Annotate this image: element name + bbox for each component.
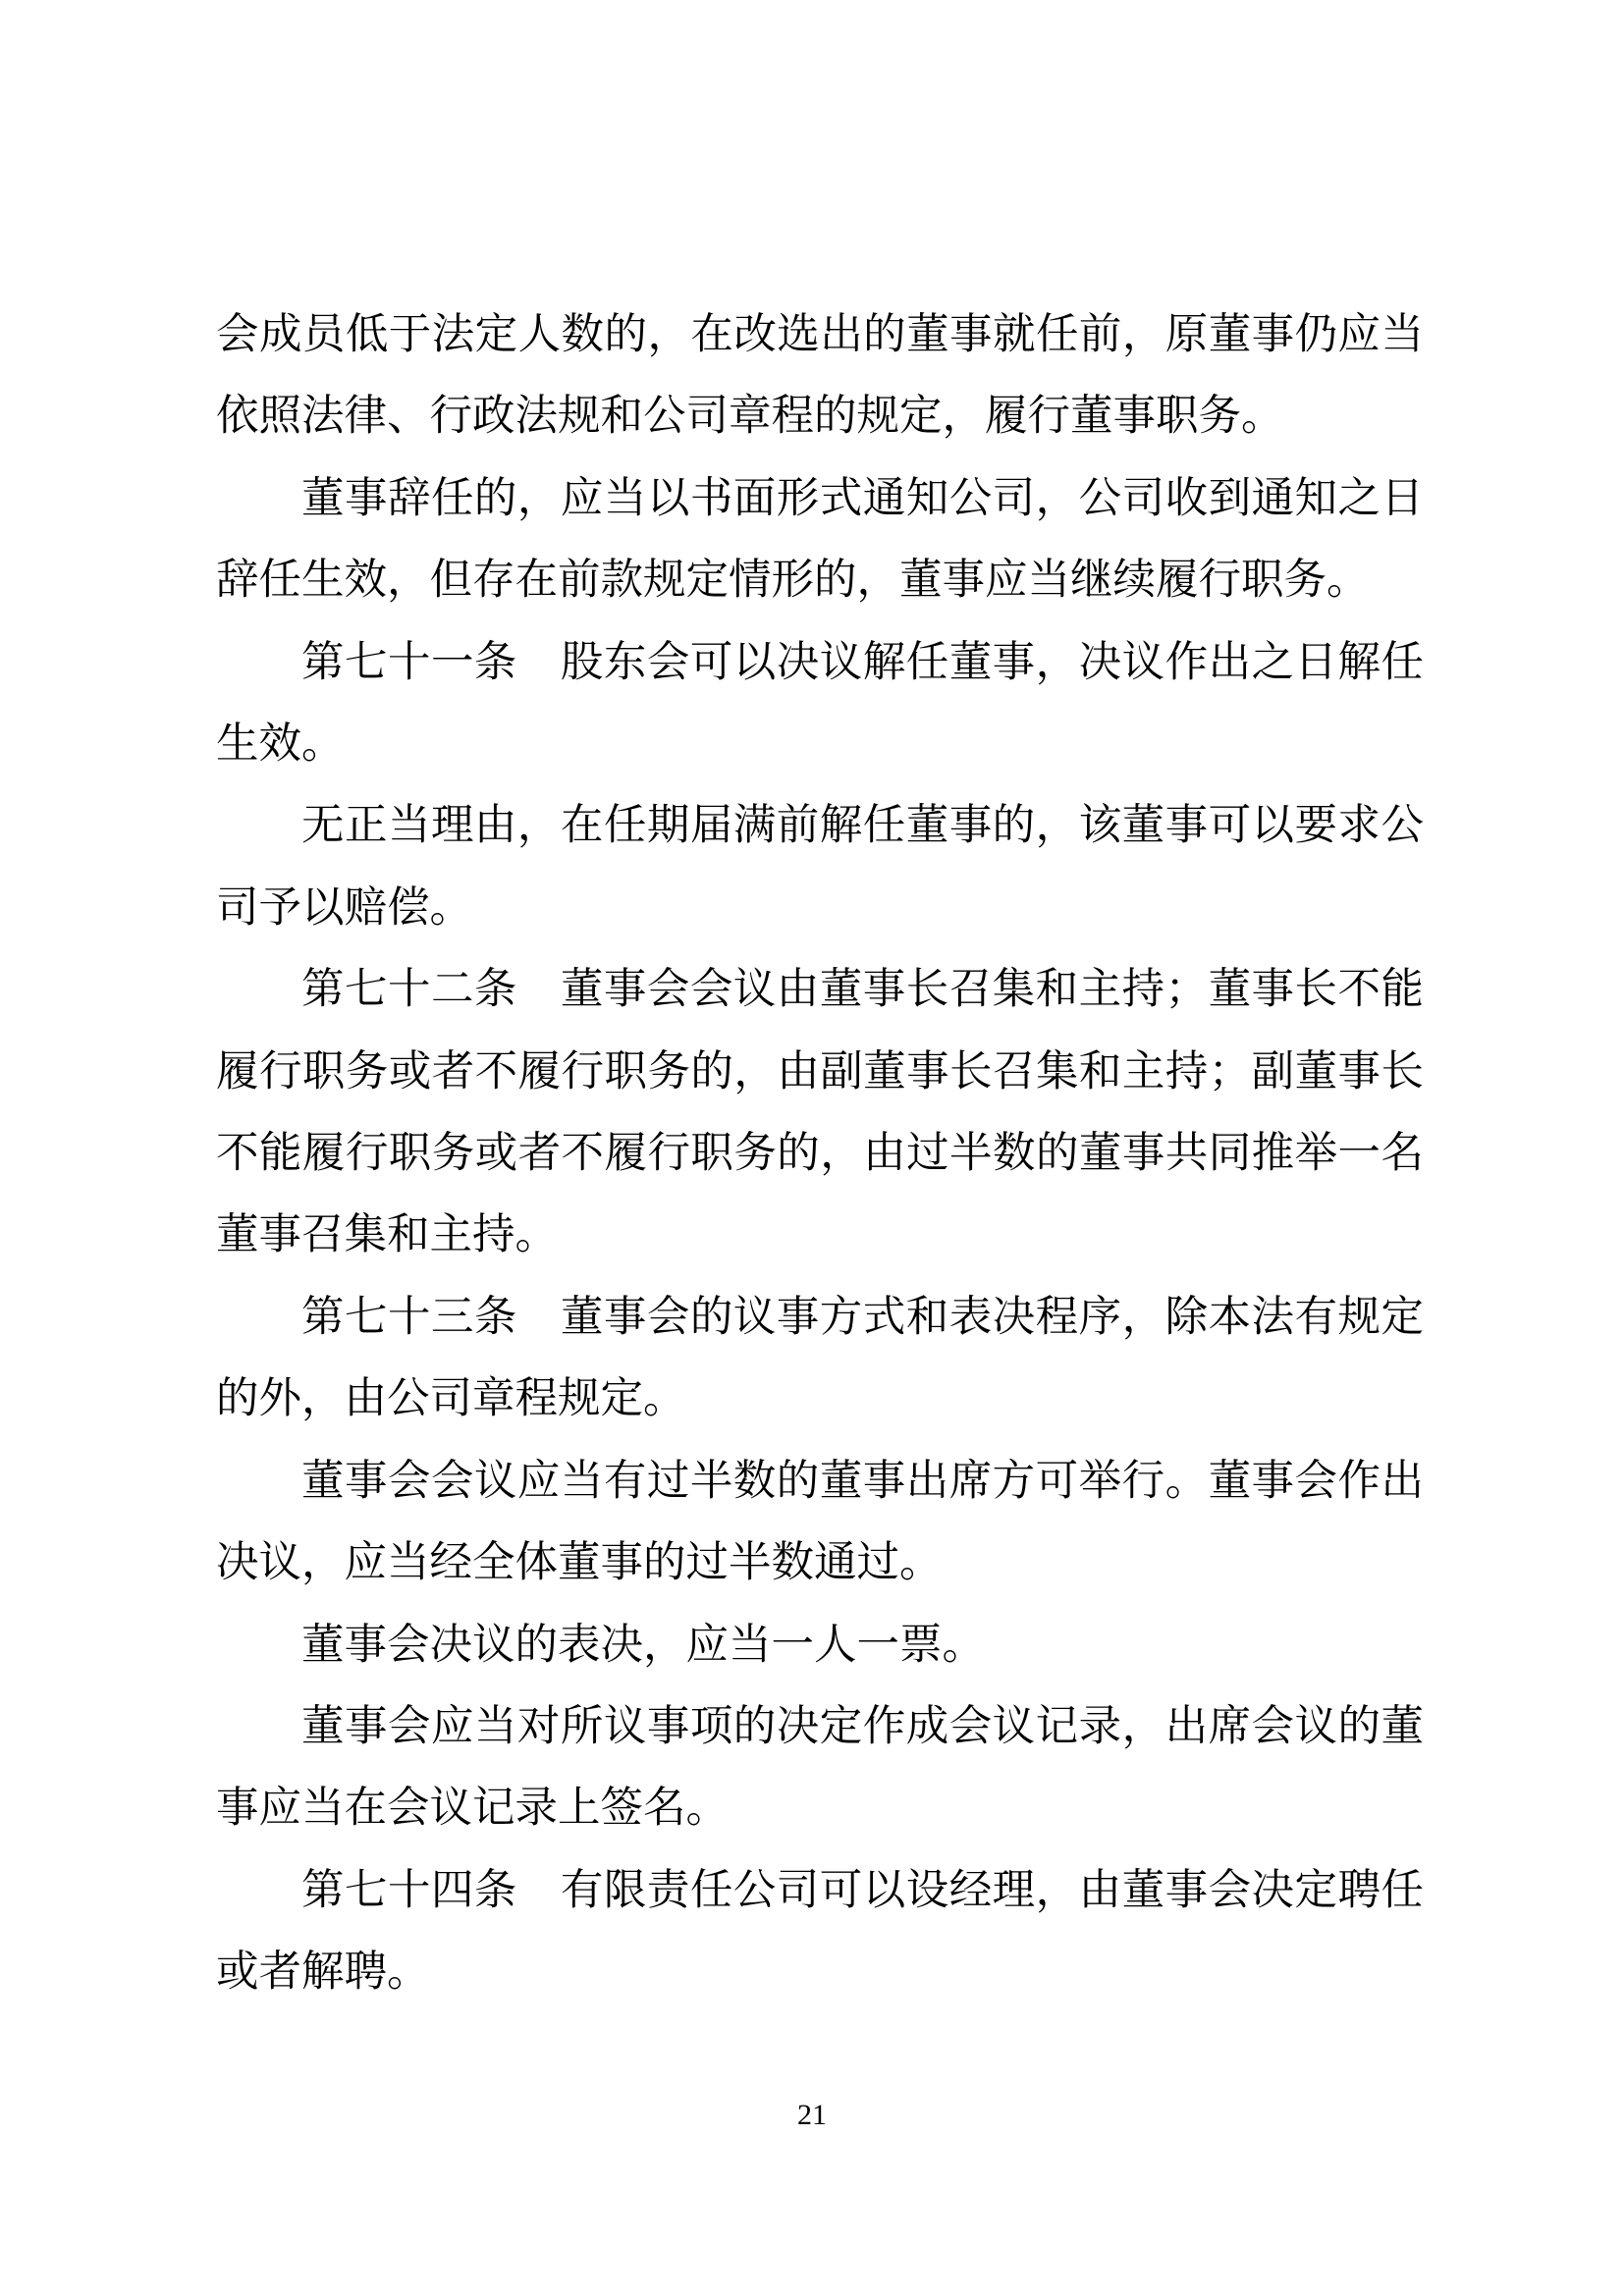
- paragraph: 第七十四条 有限责任公司可以设经理，由董事会决定聘任或者解聘。: [216, 1866, 1424, 1997]
- paragraph: 会成员低于法定人数的，在改选出的董事就任前，原董事仍应当依照法律、行政法规和公司章程的规定，履行董事职务。: [216, 311, 1424, 441]
- paragraph: 第七十二条 董事会会议由董事长召集和主持；董事长不能履行职务或者不履行职务的，由副董事长召集和主持；副董事长不能履行职务或者不履行职务的，由过半数的董事共同推举一名董事召集和主持。: [216, 966, 1424, 1259]
- paragraph: 无正当理由，在任期届满前解任董事的，该董事可以要求公司予以赔偿。: [216, 802, 1424, 932]
- document-body: [216, 294, 1424, 2014]
- paragraph: 第七十一条 股东会可以决议解任董事，决议作出之日解任生效。: [216, 638, 1424, 769]
- page-number: 21: [797, 2099, 827, 2131]
- paragraph: 董事会应当对所议事项的决定作成会议记录，出席会议的董事应当在会议记录上签名。: [216, 1702, 1424, 1833]
- paragraph: 董事会会议应当有过半数的董事出席方可举行。董事会作出决议，应当经全体董事的过半数通过。: [216, 1457, 1424, 1587]
- paragraph: 董事辞任的，应当以书面形式通知公司，公司收到通知之日辞任生效，但存在前款规定情形的，董事应当继续履行职务。: [216, 474, 1424, 605]
- paragraph: 董事会决议的表决，应当一人一票。: [301, 1621, 985, 1669]
- paragraph: 第七十三条 董事会的议事方式和表决程序，除本法有规定的外，由公司章程规定。: [216, 1293, 1424, 1423]
